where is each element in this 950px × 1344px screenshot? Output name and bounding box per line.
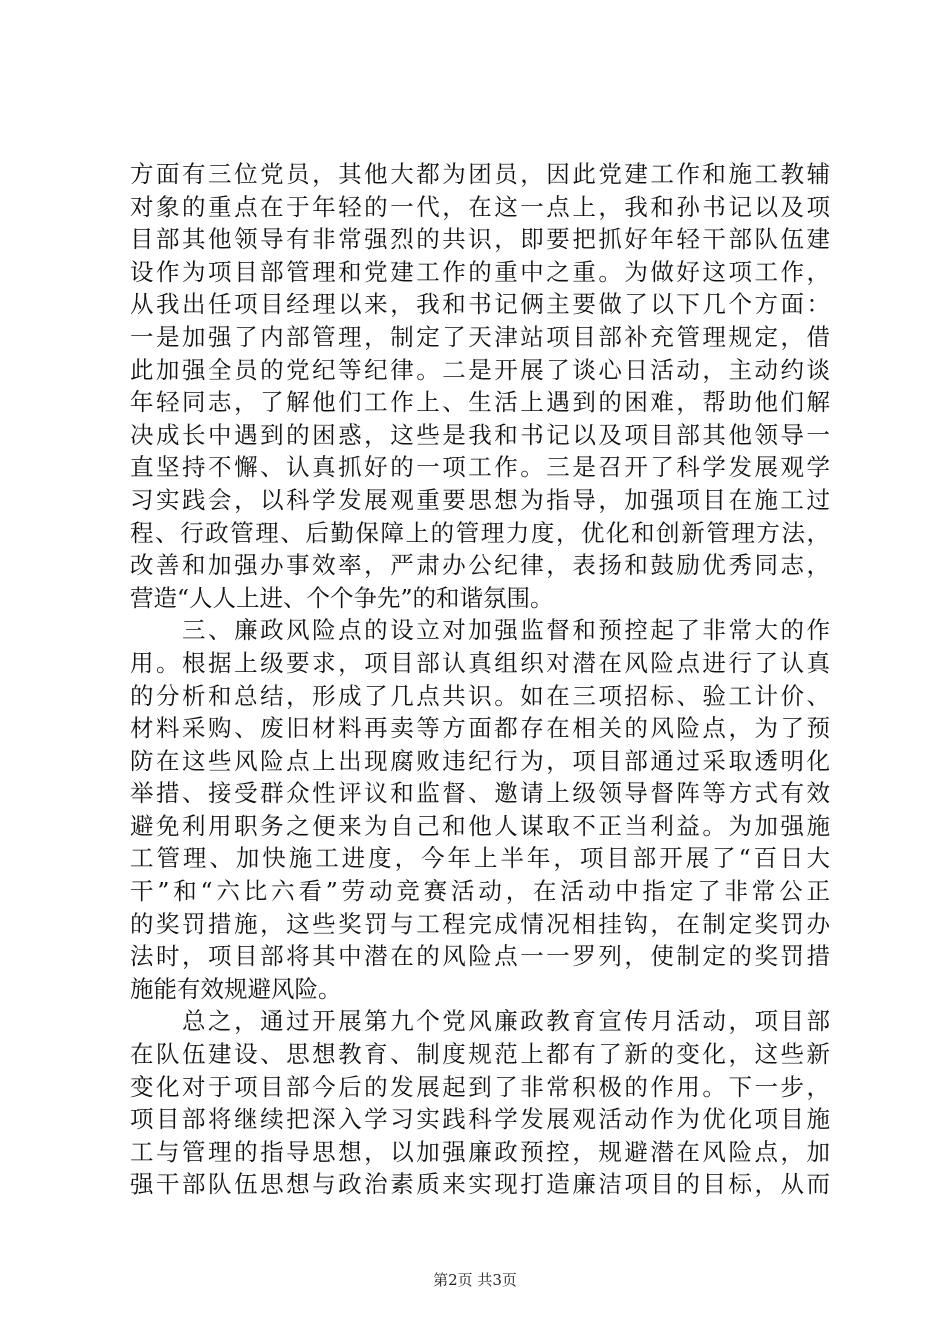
- text-line: 对象的重点在于年轻的一代，在这一点上，我和孙书记以及项: [130, 192, 830, 221]
- text-line: 改善和加强办事效率，严肃办公纪律，表扬和鼓励优秀同志，: [130, 551, 830, 580]
- text-line: 项目部将继续把深入学习实践科学发展观活动作为优化项目施: [130, 1105, 830, 1134]
- text-line: 施能有效规避风险。: [130, 974, 342, 1003]
- text-line: 总之，通过开展第九个党风廉政教育宣传月活动，项目部: [130, 1007, 830, 1036]
- text-line: 设作为项目部管理和党建工作的重中之重。为做好这项工作，: [130, 257, 830, 286]
- text-line: 变化对于项目部今后的发展起到了非常积极的作用。下一步，: [130, 1072, 830, 1101]
- text-line: 工管理、加快施工进度，今年上半年，项目部开展了“百日大: [130, 844, 830, 873]
- text-line: 习实践会，以科学发展观重要思想为指导，加强项目在施工过: [130, 485, 830, 514]
- text-line: 用。根据上级要求，项目部认真组织对潜在风险点进行了认真: [130, 648, 830, 677]
- text-line: 举措、接受群众性评议和监督、邀请上级领导督阵等方式有效: [130, 779, 830, 808]
- text-line: 目部其他领导有非常强烈的共识，即要把抓好年轻干部队伍建: [130, 225, 830, 254]
- text-line: 防在这些风险点上出现腐败违纪行为，项目部通过采取透明化: [130, 746, 830, 775]
- text-line: 三、廉政风险点的设立对加强监督和预控起了非常大的作: [130, 616, 830, 645]
- text-line: 程、行政管理、后勤保障上的管理力度，优化和创新管理方法，: [130, 518, 830, 547]
- text-line: 强干部队伍思想与政治素质来实现打造廉洁项目的目标，从而: [130, 1170, 830, 1199]
- text-line: 的分析和总结，形成了几点共识。如在三项招标、验工计价、: [130, 681, 830, 710]
- text-line: 材料采购、废旧材料再卖等方面都存在相关的风险点，为了预: [130, 714, 830, 743]
- text-line: 工与管理的指导思想，以加强廉政预控，规避潜在风险点，加: [130, 1137, 830, 1166]
- text-line: 营造“人人上进、个个争先”的和谐氛围。: [130, 583, 554, 612]
- text-line: 一是加强了内部管理，制定了天津站项目部补充管理规定，借: [130, 322, 830, 351]
- text-line: 避免利用职务之便来为自己和他人谋取不正当利益。为加强施: [130, 811, 830, 840]
- text-line: 从我出任项目经理以来，我和书记俩主要做了以下几个方面：: [130, 290, 830, 319]
- text-line: 干”和“六比六看”劳动竞赛活动，在活动中指定了非常公正: [130, 877, 830, 906]
- text-line: 决成长中遇到的困惑，这些是我和书记以及项目部其他领导一: [130, 420, 830, 449]
- text-line: 直坚持不懈、认真抓好的一项工作。三是召开了科学发展观学: [130, 453, 830, 482]
- text-line: 方面有三位党员，其他大都为团员，因此党建工作和施工教辅: [130, 160, 830, 188]
- page-footer: 第2页 共3页: [433, 1271, 517, 1289]
- text-line: 法时，项目部将其中潜在的风险点一一罗列，使制定的奖罚措: [130, 942, 830, 971]
- text-line: 年轻同志，了解他们工作上、生活上遇到的困难，帮助他们解: [130, 388, 830, 417]
- text-line: 的奖罚措施，这些奖罚与工程完成情况相挂钩，在制定奖罚办: [130, 909, 830, 938]
- text-line: 此加强全员的党纪等纪律。二是开展了谈心日活动，主动约谈: [130, 355, 830, 384]
- text-line: 在队伍建设、思想教育、制度规范上都有了新的变化，这些新: [130, 1040, 830, 1069]
- body-text: [130, 158, 830, 1201]
